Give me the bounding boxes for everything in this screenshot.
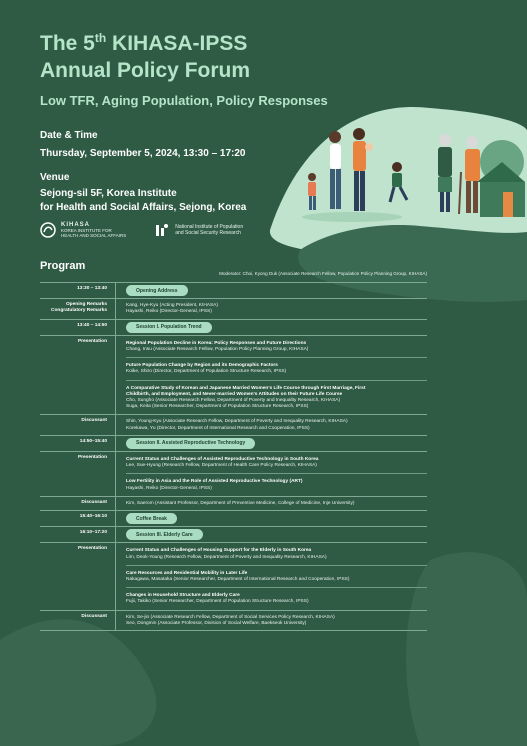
s3-talk3-speaker: Fujii, Takiko (Senior Researcher, Department of Population Structure Research, IPSS)	[126, 599, 309, 605]
remarks-label-2: Congratulatory Remarks	[51, 308, 107, 314]
s3-talk2-title: Care Resources and Residential Mobility in Later Life	[126, 570, 248, 576]
session2-discussant-label: Discussant	[81, 499, 107, 505]
venue-line2: for Health and Social Affairs, Sejong, Korea	[40, 202, 247, 213]
title-superscript: th	[94, 31, 107, 45]
session1-discussant-label: Discussant	[81, 418, 107, 424]
s2-discussant: Kim, Saerom (Assistant Professor, Department of Preventive Medicine, College of Medicine, Inje University)	[126, 500, 355, 506]
ipss-line1: National Institute of Population	[175, 224, 244, 230]
datetime-label: Date & Time	[40, 130, 98, 141]
opening-pill: Opening Address	[126, 285, 188, 296]
title-prefix: The 5	[40, 32, 95, 55]
session1-presentation-label: Presentation	[77, 338, 107, 344]
s1-talk3-speaker2: Suga, Keita (Senior Researcher, Department of Population Structure Research, IPSS)	[126, 404, 309, 410]
list-item	[126, 358, 427, 380]
table-row	[40, 451, 427, 496]
session2-time: 14:50–15:40	[79, 438, 107, 444]
table-row	[40, 496, 427, 510]
kihasa-emblem-icon	[40, 222, 56, 238]
s3-discussant-2: Seo, Dongmin (Associate Professor, Division of Social Welfare, Baekseok University)	[126, 620, 307, 626]
moderator-note: Moderator: Choi, Kyong Duk (Associate Research Fellow, Population Policy Planning Group, KIHASA)	[219, 271, 427, 276]
s1-talk2-speaker: Koike, Shiro (Director, Department of Population Structure Research, IPSS)	[126, 369, 287, 375]
s1-talk1-title: Regional Population Decline in Korea: Policy Responses and Future Directions	[126, 340, 307, 346]
title-rest: KIHASA-IPSS	[106, 32, 248, 55]
session3-pill: Session III. Elderly Care	[126, 529, 203, 540]
list-item	[126, 588, 427, 609]
s3-talk1-speaker: Lim, Deok-Young (Research Fellow, Department of Poverty and Inequality Research, KIHASA)	[126, 554, 327, 560]
s2-talk2-title: Low Fertility in Asia and the Role of Assisted Reproductive Technology (ART)	[126, 479, 303, 485]
list-item	[126, 336, 427, 358]
break-time: 15:40–16:10	[79, 514, 107, 520]
break-pill: Coffee Break	[126, 513, 177, 524]
kihasa-sub2: HEALTH AND SOCIAL AFFAIRS	[61, 232, 127, 238]
s3-talk3-title: Changes in Household Structure and Elderly Care	[126, 593, 240, 599]
kihasa-logo	[40, 222, 126, 238]
s1-discussant-1: Shin, Young-Kyu (Associate Research Fellow, Department of Poverty and Inequality Research, KIHASA)	[126, 419, 348, 425]
forum-subtitle: Low TFR, Aging Population, Policy Responses	[40, 93, 328, 108]
list-item	[126, 566, 427, 588]
s1-talk3-title1: A Comparative Study of Korean and Japanese Married Women's Life Course through First Marriage, First	[126, 385, 366, 391]
venue-label: Venue	[40, 172, 70, 183]
s1-talk3-speaker1: Cho, Sungho (Associate Research Fellow, Department of Poverty and Inequality Research, KIHASA)	[126, 398, 341, 404]
program-table	[40, 282, 427, 631]
ipss-emblem-icon	[154, 222, 170, 238]
list-item	[126, 452, 427, 474]
opening-time: 13:30 – 13:40	[77, 286, 107, 291]
remarks-label-1: Opening Remarks	[65, 302, 107, 308]
logo-row	[40, 222, 243, 238]
kihasa-sub1: KOREA INSTITUTE FOR	[61, 227, 112, 233]
session2-pill: Session II. Assisted Reproductive Technology	[126, 438, 255, 449]
s2-talk1-speaker: Lee, Sue-Hyung (Research Fellow, Department of Health Care Policy Research, KIHASA)	[126, 463, 317, 469]
venue-value	[40, 187, 246, 215]
table-row	[40, 610, 427, 631]
table-row	[40, 542, 427, 609]
list-item	[126, 543, 427, 565]
table-row	[40, 298, 427, 318]
remarks-label	[40, 299, 115, 318]
s2-talk1-title: Current Status and Challenges of Assisted Reproductive Technology in South Korea	[126, 457, 319, 463]
session3-presentation-label: Presentation	[77, 546, 107, 552]
s1-discussant-2: Korekawa, Yu (Director, Department of International Research and Cooperation, IPSS)	[126, 425, 310, 431]
session3-discussant-label: Discussant	[81, 613, 107, 619]
remarks-speaker-1: Kang, Hye-Kyu (Acting President, KIHASA)	[126, 303, 218, 309]
ipss-logo	[154, 222, 243, 238]
table-row	[40, 414, 427, 434]
ipss-line2: and Social Security Research	[175, 230, 241, 236]
session1-pill: Session I. Population Trend	[126, 322, 212, 333]
table-row	[40, 510, 427, 526]
s1-talk2-title: Future Population Change by Region and its Demographic Factors	[126, 363, 278, 369]
table-row	[40, 435, 427, 451]
kihasa-name: KIHASA	[61, 221, 91, 228]
title-line2: Annual Policy Forum	[40, 59, 251, 82]
table-row	[40, 319, 427, 335]
list-item	[126, 381, 427, 415]
s2-talk2-speaker: Hayashi, Reiko (Director-General, IPSS)	[126, 485, 212, 491]
table-row	[40, 282, 427, 298]
s3-discussant-1: Kim, Se-jin (Associate Research Fellow, Department of Social Services Policy Research, KIHASA)	[126, 614, 335, 620]
list-item	[126, 474, 427, 495]
datetime-value: Thursday, September 5, 2024, 13:30 – 17:20	[40, 148, 246, 159]
s3-talk2-speaker: Nakagawa, Masataka (Senior Researcher, Department of International Research and Cooperation, IPSS)	[126, 577, 350, 583]
venue-line1: Sejong-sil 5F, Korea Institute	[40, 188, 177, 199]
program-title: Program	[40, 260, 86, 272]
s1-talk1-speaker: Chang, Insu (Associate Research Fellow, Population Policy Planning Group, KIHASA)	[126, 347, 309, 353]
family-illustration	[297, 122, 527, 232]
session1-time: 13:40 – 14:50	[77, 322, 107, 328]
table-row	[40, 335, 427, 415]
table-row	[40, 526, 427, 542]
s3-talk1-title: Current Status and Challenges of Housing Support for the Elderly in South Korea	[126, 548, 312, 554]
session3-time: 16:10–17:20	[79, 530, 107, 536]
session2-presentation-label: Presentation	[77, 455, 107, 461]
s1-talk3-title2: Childbirth, and Employment, and Never-married Women's Attitudes on their Future Life Course	[126, 391, 343, 397]
remarks-speaker-2: Hayashi, Reiko (Director-General, IPSS)	[126, 309, 212, 315]
forum-title	[40, 30, 250, 84]
